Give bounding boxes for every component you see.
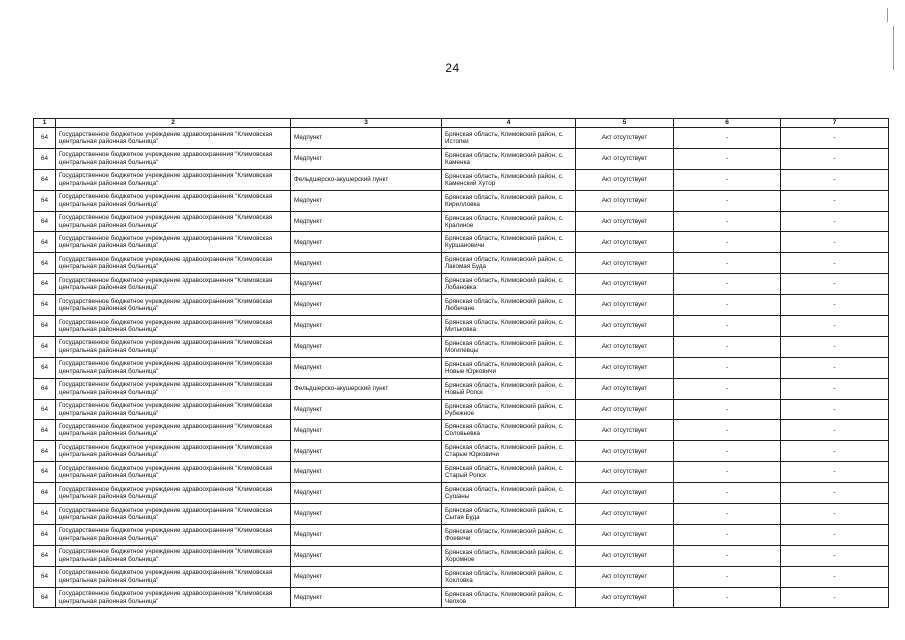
row-number: 64 — [34, 128, 56, 149]
column-7-value: - — [781, 357, 889, 378]
facility-address: Брянская область, Климовский район, с. Хоромное — [442, 545, 576, 566]
scan-edge-mark — [887, 8, 888, 22]
facility-address: Брянская область, Климовский район, с. Новый Ропск — [442, 378, 576, 399]
column-header: 4 — [442, 119, 576, 128]
facility-address: Брянская область, Климовский район, с. Каменка — [442, 148, 576, 169]
facility-address: Брянская область, Климовский район, с. Любечане — [442, 295, 576, 316]
table-row — [34, 545, 889, 566]
organization-name: Государственное бюджетное учреждение здравоохранения "Климовская центральная районная больница" — [56, 462, 291, 483]
column-7-value: - — [781, 148, 889, 169]
organization-name: Государственное бюджетное учреждение здравоохранения "Климовская центральная районная больница" — [56, 211, 291, 232]
column-7-value: - — [781, 253, 889, 274]
row-number: 64 — [34, 378, 56, 399]
facility-type: Медпункт — [291, 504, 442, 525]
organization-name: Государственное бюджетное учреждение здравоохранения "Климовская центральная районная больница" — [56, 399, 291, 420]
facility-type: Фельдшерско-акушерский пункт — [291, 169, 442, 190]
table-row — [34, 190, 889, 211]
table-row — [34, 357, 889, 378]
facility-address: Брянская область, Климовский район, с. Истопки — [442, 128, 576, 149]
column-7-value: - — [781, 504, 889, 525]
act-status: Акт отсутствует — [576, 420, 674, 441]
organization-name: Государственное бюджетное учреждение здравоохранения "Климовская центральная районная больница" — [56, 545, 291, 566]
column-header: 7 — [781, 119, 889, 128]
row-number: 64 — [34, 169, 56, 190]
facility-type: Медпункт — [291, 587, 442, 608]
column-7-value: - — [781, 295, 889, 316]
table-row — [34, 148, 889, 169]
act-status: Акт отсутствует — [576, 336, 674, 357]
facility-address: Брянская область, Климовский район, с. Сушаны — [442, 483, 576, 504]
column-7-value: - — [781, 566, 889, 587]
act-status: Акт отсутствует — [576, 566, 674, 587]
organization-name: Государственное бюджетное учреждение здравоохранения "Климовская центральная районная больница" — [56, 441, 291, 462]
row-number: 64 — [34, 274, 56, 295]
column-6-value: - — [674, 378, 781, 399]
row-number: 64 — [34, 336, 56, 357]
column-header: 6 — [674, 119, 781, 128]
column-header: 1 — [34, 119, 56, 128]
column-6-value: - — [674, 420, 781, 441]
column-6-value: - — [674, 399, 781, 420]
act-status: Акт отсутствует — [576, 378, 674, 399]
organization-name: Государственное бюджетное учреждение здравоохранения "Климовская центральная районная больница" — [56, 483, 291, 504]
table-row — [34, 316, 889, 337]
act-status: Акт отсутствует — [576, 524, 674, 545]
column-7-value: - — [781, 587, 889, 608]
facility-type: Медпункт — [291, 316, 442, 337]
facility-address: Брянская область, Климовский район, с. Куршановичи — [442, 232, 576, 253]
row-number: 64 — [34, 232, 56, 253]
facility-type: Медпункт — [291, 211, 442, 232]
facility-type: Медпункт — [291, 190, 442, 211]
row-number: 64 — [34, 587, 56, 608]
organization-name: Государственное бюджетное учреждение здравоохранения "Климовская центральная районная больница" — [56, 357, 291, 378]
facility-address: Брянская область, Климовский район, с. Могилевцы — [442, 336, 576, 357]
column-6-value: - — [674, 316, 781, 337]
column-7-value: - — [781, 274, 889, 295]
table-row — [34, 399, 889, 420]
table-row — [34, 420, 889, 441]
document-table — [33, 118, 889, 608]
act-status: Акт отсутствует — [576, 545, 674, 566]
column-header: 2 — [56, 119, 291, 128]
facility-address: Брянская область, Климовский район, с. Сытая Буда — [442, 504, 576, 525]
facility-address: Брянская область, Климовский район, с. Хохловка — [442, 566, 576, 587]
facility-address: Брянская область, Климовский район, с. Кралиное — [442, 211, 576, 232]
row-number: 64 — [34, 504, 56, 525]
facility-address: Брянская область, Климовский район, с. Фоевичи — [442, 524, 576, 545]
organization-name: Государственное бюджетное учреждение здравоохранения "Климовская центральная районная больница" — [56, 336, 291, 357]
table-row — [34, 504, 889, 525]
table-row — [34, 274, 889, 295]
act-status: Акт отсутствует — [576, 190, 674, 211]
facility-type: Медпункт — [291, 336, 442, 357]
column-6-value: - — [674, 211, 781, 232]
column-6-value: - — [674, 545, 781, 566]
column-7-value: - — [781, 399, 889, 420]
column-6-value: - — [674, 566, 781, 587]
act-status: Акт отсутствует — [576, 274, 674, 295]
row-number: 64 — [34, 148, 56, 169]
act-status: Акт отсутствует — [576, 587, 674, 608]
table-row — [34, 566, 889, 587]
facility-type: Медпункт — [291, 357, 442, 378]
column-6-value: - — [674, 274, 781, 295]
facility-type: Медпункт — [291, 295, 442, 316]
row-number: 64 — [34, 462, 56, 483]
organization-name: Государственное бюджетное учреждение здравоохранения "Климовская центральная районная больница" — [56, 274, 291, 295]
column-header: 3 — [291, 119, 442, 128]
facility-type: Медпункт — [291, 483, 442, 504]
facility-type: Медпункт — [291, 274, 442, 295]
row-number: 64 — [34, 190, 56, 211]
act-status: Акт отсутствует — [576, 295, 674, 316]
column-6-value: - — [674, 148, 781, 169]
facility-type: Медпункт — [291, 128, 442, 149]
column-7-value: - — [781, 336, 889, 357]
organization-name: Государственное бюджетное учреждение здравоохранения "Климовская центральная районная больница" — [56, 566, 291, 587]
table-row — [34, 441, 889, 462]
act-status: Акт отсутствует — [576, 232, 674, 253]
table-row — [34, 462, 889, 483]
row-number: 64 — [34, 399, 56, 420]
row-number: 64 — [34, 211, 56, 232]
facility-address: Брянская область, Климовский район, с. Лакомая Буда — [442, 253, 576, 274]
table-row — [34, 483, 889, 504]
row-number: 64 — [34, 420, 56, 441]
act-status: Акт отсутствует — [576, 462, 674, 483]
table-row — [34, 524, 889, 545]
facility-type: Медпункт — [291, 566, 442, 587]
table-row — [34, 128, 889, 149]
column-6-value: - — [674, 462, 781, 483]
column-7-value: - — [781, 211, 889, 232]
column-7-value: - — [781, 169, 889, 190]
organization-name: Государственное бюджетное учреждение здравоохранения "Климовская центральная районная больница" — [56, 148, 291, 169]
column-6-value: - — [674, 357, 781, 378]
facility-type: Медпункт — [291, 545, 442, 566]
row-number: 64 — [34, 441, 56, 462]
column-6-value: - — [674, 128, 781, 149]
column-6-value: - — [674, 295, 781, 316]
facility-address: Брянская область, Климовский район, с. Новые Юрковичи — [442, 357, 576, 378]
column-6-value: - — [674, 504, 781, 525]
table-row — [34, 295, 889, 316]
column-6-value: - — [674, 336, 781, 357]
column-7-value: - — [781, 378, 889, 399]
column-7-value: - — [781, 232, 889, 253]
act-status: Акт отсутствует — [576, 441, 674, 462]
row-number: 64 — [34, 566, 56, 587]
column-6-value: - — [674, 232, 781, 253]
column-6-value: - — [674, 253, 781, 274]
organization-name: Государственное бюджетное учреждение здравоохранения "Климовская центральная районная больница" — [56, 128, 291, 149]
row-number: 64 — [34, 357, 56, 378]
column-7-value: - — [781, 420, 889, 441]
header-row — [34, 119, 889, 128]
facility-address: Брянская область, Климовский район, с. Старые Юрковичи — [442, 441, 576, 462]
column-6-value: - — [674, 524, 781, 545]
act-status: Акт отсутствует — [576, 399, 674, 420]
column-6-value: - — [674, 587, 781, 608]
organization-name: Государственное бюджетное учреждение здравоохранения "Климовская центральная районная больница" — [56, 295, 291, 316]
organization-name: Государственное бюджетное учреждение здравоохранения "Климовская центральная районная больница" — [56, 504, 291, 525]
facility-type: Медпункт — [291, 399, 442, 420]
row-number: 64 — [34, 316, 56, 337]
column-6-value: - — [674, 190, 781, 211]
row-number: 64 — [34, 545, 56, 566]
organization-name: Государственное бюджетное учреждение здравоохранения "Климовская центральная районная больница" — [56, 587, 291, 608]
column-7-value: - — [781, 545, 889, 566]
column-6-value: - — [674, 483, 781, 504]
table-row — [34, 587, 889, 608]
act-status: Акт отсутствует — [576, 169, 674, 190]
act-status: Акт отсутствует — [576, 504, 674, 525]
column-header: 5 — [576, 119, 674, 128]
table-row — [34, 232, 889, 253]
facility-address: Брянская область, Климовский район, с. Лобановка — [442, 274, 576, 295]
facility-address: Брянская область, Климовский район, с. Митьковка — [442, 316, 576, 337]
facility-type: Медпункт — [291, 148, 442, 169]
facility-address: Брянская область, Климовский район, с. Старый Ропск — [442, 462, 576, 483]
act-status: Акт отсутствует — [576, 128, 674, 149]
table-row — [34, 336, 889, 357]
act-status: Акт отсутствует — [576, 211, 674, 232]
facility-address: Брянская область, Климовский район, с. Кирилловка — [442, 190, 576, 211]
column-7-value: - — [781, 190, 889, 211]
row-number: 64 — [34, 524, 56, 545]
act-status: Акт отсутствует — [576, 357, 674, 378]
organization-name: Государственное бюджетное учреждение здравоохранения "Климовская центральная районная больница" — [56, 378, 291, 399]
column-7-value: - — [781, 462, 889, 483]
facility-type: Медпункт — [291, 524, 442, 545]
row-number: 64 — [34, 253, 56, 274]
column-6-value: - — [674, 441, 781, 462]
act-status: Акт отсутствует — [576, 253, 674, 274]
page-number: 24 — [445, 61, 460, 75]
row-number: 64 — [34, 295, 56, 316]
column-6-value: - — [674, 169, 781, 190]
facility-address: Брянская область, Климовский район, с. Каменский Хутор — [442, 169, 576, 190]
row-number: 64 — [34, 483, 56, 504]
organization-name: Государственное бюджетное учреждение здравоохранения "Климовская центральная районная больница" — [56, 232, 291, 253]
organization-name: Государственное бюджетное учреждение здравоохранения "Климовская центральная районная больница" — [56, 420, 291, 441]
facility-type: Медпункт — [291, 441, 442, 462]
facility-type: Медпункт — [291, 253, 442, 274]
column-7-value: - — [781, 128, 889, 149]
table-row — [34, 253, 889, 274]
column-7-value: - — [781, 316, 889, 337]
facility-type: Медпункт — [291, 462, 442, 483]
column-7-value: - — [781, 441, 889, 462]
facility-type: Медпункт — [291, 420, 442, 441]
facility-type: Медпункт — [291, 232, 442, 253]
act-status: Акт отсутствует — [576, 483, 674, 504]
table-row — [34, 378, 889, 399]
organization-name: Государственное бюджетное учреждение здравоохранения "Климовская центральная районная больница" — [56, 316, 291, 337]
facility-address: Брянская область, Климовский район, с. Челхов — [442, 587, 576, 608]
facility-address: Брянская область, Климовский район, с. Соловьевка — [442, 420, 576, 441]
table-row — [34, 169, 889, 190]
column-7-value: - — [781, 483, 889, 504]
organization-name: Государственное бюджетное учреждение здравоохранения "Климовская центральная районная больница" — [56, 524, 291, 545]
organization-name: Государственное бюджетное учреждение здравоохранения "Климовская центральная районная больница" — [56, 253, 291, 274]
column-7-value: - — [781, 524, 889, 545]
organization-name: Государственное бюджетное учреждение здравоохранения "Климовская центральная районная больница" — [56, 169, 291, 190]
organization-name: Государственное бюджетное учреждение здравоохранения "Климовская центральная районная больница" — [56, 190, 291, 211]
act-status: Акт отсутствует — [576, 316, 674, 337]
act-status: Акт отсутствует — [576, 148, 674, 169]
facility-type: Фельдшерско-акушерский пункт — [291, 378, 442, 399]
facility-address: Брянская область, Климовский район, с. Рубежное — [442, 399, 576, 420]
table-row — [34, 211, 889, 232]
